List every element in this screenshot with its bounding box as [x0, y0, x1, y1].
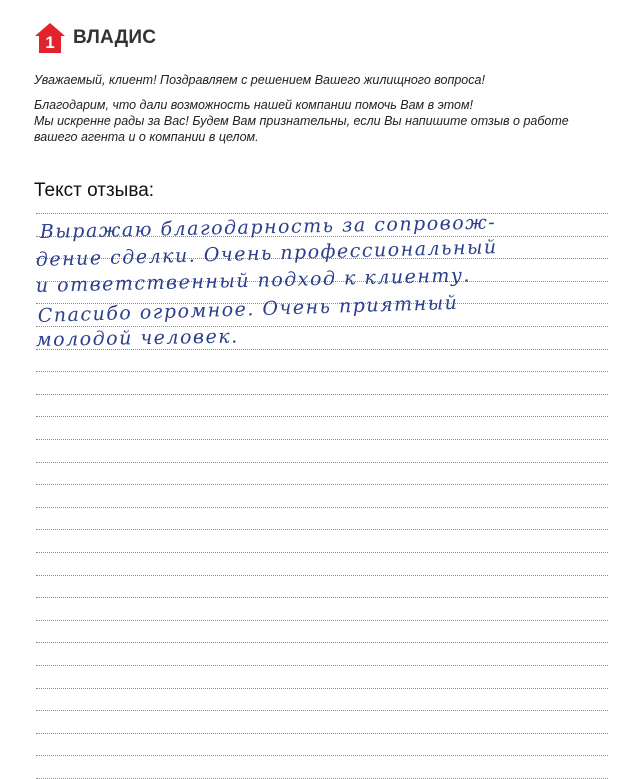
intro-line-thanks: Благодарим, что дали возможность нашей компании помочь Вам в этом!: [34, 98, 474, 112]
logo-digit: 1: [45, 33, 55, 52]
handwritten-line: молодой человек.: [35, 325, 239, 351]
handwritten-line: и ответственный подход к клиенту.: [35, 264, 472, 297]
brand-name: ВЛАДИС: [73, 27, 157, 48]
review-title: Текст отзыва:: [34, 180, 155, 201]
handwritten-line: дение сделки. Очень профессиональный: [35, 236, 498, 271]
intro-line-request-end: вашего агента и о компании в целом.: [34, 130, 259, 144]
handwritten-line: Выражаю благодарность за сопровож-: [39, 211, 497, 243]
handwritten-line: Спасибо огромное. Очень приятный: [37, 291, 459, 327]
intro-line-greeting: Уважаемый, клиент! Поздравляем с решением Вашего жилищного вопроса!: [34, 73, 485, 87]
intro-line-request: Мы искренне рады за Вас! Будем Вам признательны, если Вы напишите отзыв о работе: [34, 114, 569, 128]
